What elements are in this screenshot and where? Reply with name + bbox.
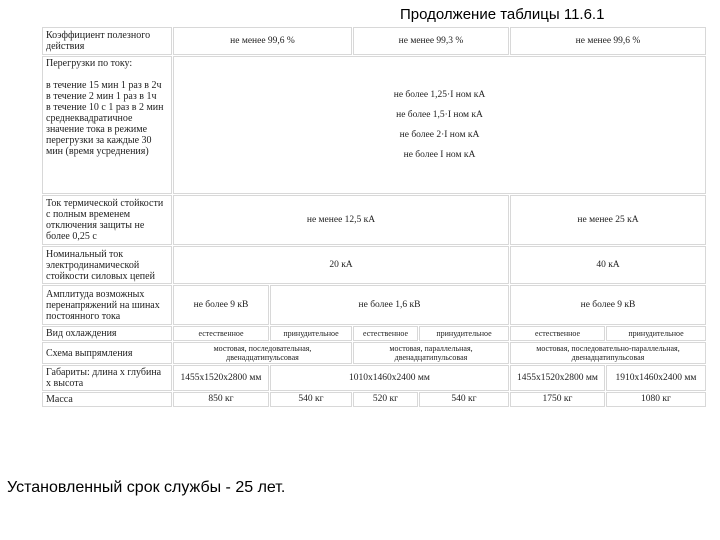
cell: 1080 кг: [606, 392, 706, 407]
cell: естественное: [173, 326, 269, 341]
row-label: Амплитуда возможных перенапряжений на шинах постоянного тока: [42, 285, 172, 325]
overload-item: среднеквадратичное значение тока в режиме перегрузки за каждые 30 мин (время усреднения): [46, 113, 152, 157]
cell: 1010x1460x2400 мм: [270, 365, 509, 391]
table-row: [42, 342, 706, 364]
row-label: Масса: [42, 392, 172, 407]
row-label: Габариты: длина х глубина х высота: [42, 365, 172, 391]
overload-item: в течение 10 с 1 раз в 2 мин: [46, 102, 164, 113]
cell: естественное: [353, 326, 418, 341]
row-label: Ток термической стойкости с полным временем отключения защиты не более 0,25 с: [42, 195, 172, 245]
cell: 540 кг: [419, 392, 509, 407]
cell: не менее 12,5 кА: [173, 195, 509, 245]
overload-item: в течение 15 мин 1 раз в 2ч: [46, 80, 162, 91]
cell: не более 9 кВ: [510, 285, 706, 325]
table-row: [42, 195, 706, 245]
cell: принудительное: [270, 326, 352, 341]
cell: не менее 99,6 %: [173, 27, 352, 55]
cell: 1455x1520x2800 мм: [173, 365, 269, 391]
overload-item: в течение 2 мин 1 раз в 1ч: [46, 91, 157, 102]
row-label: Вид охлаждения: [42, 326, 172, 341]
cell: не менее 25 кА: [510, 195, 706, 245]
overload-value: не более 1,25·I ном кА: [393, 89, 486, 100]
row-label: [42, 56, 172, 194]
row-label: Коэффициент полезного действия: [42, 27, 172, 55]
table-row: [42, 27, 706, 55]
cell: 1455x1520x2800 мм: [510, 365, 605, 391]
table-row: [42, 326, 706, 341]
table-row: [42, 56, 706, 194]
table-row: [42, 365, 706, 391]
service-life-note: Установленный срок службы - 25 лет.: [7, 479, 286, 496]
row-label: Схема выпрямления: [42, 342, 172, 364]
cell: естественное: [510, 326, 605, 341]
table-row: [42, 392, 706, 407]
cell: не менее 99,3 %: [353, 27, 509, 55]
cell: мостовая, последовательно-параллельная, двенадцатипульсовая: [510, 342, 706, 364]
cell: 850 кг: [173, 392, 269, 407]
cell: 1910x1460x2400 мм: [606, 365, 706, 391]
cell: 540 кг: [270, 392, 352, 407]
cell: 20 кА: [173, 246, 509, 284]
cell: не менее 99,6 %: [510, 27, 706, 55]
cell: 1750 кг: [510, 392, 605, 407]
overload-value: не более I ном кА: [403, 149, 476, 160]
overload-value: не более 2·I ном кА: [399, 129, 480, 140]
cell: принудительное: [606, 326, 706, 341]
cell: 40 кА: [510, 246, 706, 284]
overload-value: не более 1,5·I ном кА: [396, 109, 483, 120]
overload-title: Перегрузки по току:: [46, 58, 133, 69]
cell: не более 9 кВ: [173, 285, 269, 325]
table-row: [42, 246, 706, 284]
table-caption: Продолжение таблицы 11.6.1: [400, 6, 605, 23]
cell: 520 кг: [353, 392, 418, 407]
spec-table: [41, 26, 707, 408]
cell: принудительное: [419, 326, 509, 341]
cell: мостовая, параллельная, двенадцатипульсовая: [353, 342, 509, 364]
cell: мостовая, последовательная, двенадцатипульсовая: [173, 342, 352, 364]
cell: не более 1,6 кВ: [270, 285, 509, 325]
cell: [173, 56, 706, 194]
row-label: Номинальный ток электродинамической стойкости силовых цепей: [42, 246, 172, 284]
table-row: [42, 285, 706, 325]
